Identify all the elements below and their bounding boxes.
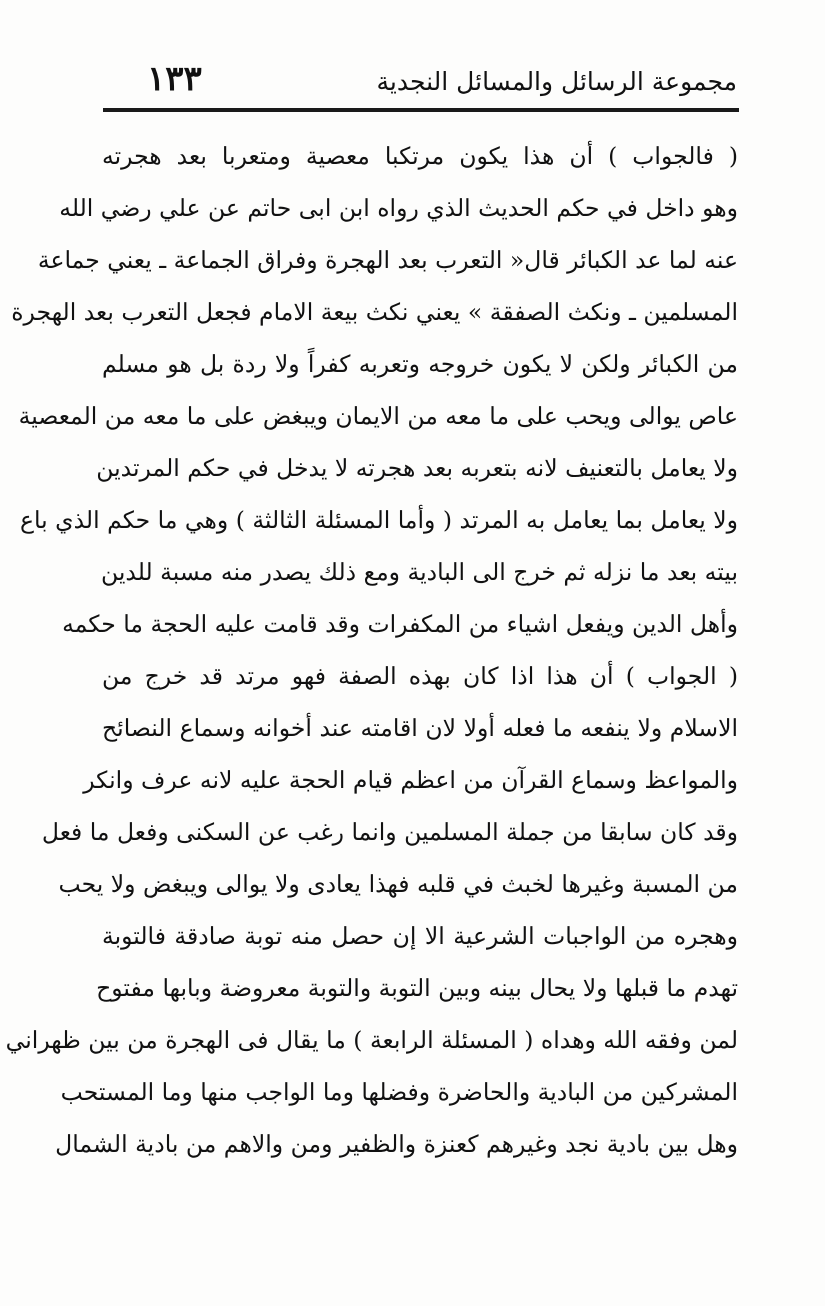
page-number: ١٣٣ bbox=[147, 59, 202, 99]
header-divider bbox=[103, 108, 739, 112]
text-line: عنه لما عد الكبائر قال« التعرب بعد الهجرة وفراق الجماعة ـ يعني جماعة bbox=[37, 246, 738, 274]
text-line: من الكبائر ولكن لا يكون خروجه وتعربه كفراً ولا ردة بل هو مسلم bbox=[102, 350, 738, 378]
text-line: عاص يوالى ويحب على ما معه من الايمان ويبغض على ما معه من المعصية bbox=[18, 402, 738, 430]
text-line: ولا يعامل بالتعنيف لانه بتعربه بعد هجرته لا يدخل في حكم المرتدين bbox=[96, 454, 738, 482]
text-line: من المسبة وغيرها لخبث في قلبه فهذا يعادى ولا يوالى ويبغض ولا يحب bbox=[58, 870, 738, 898]
body-text bbox=[5, 130, 738, 1170]
text-line: لمن وفقه الله وهداه ( المسئلة الرابعة ) ما يقال فى الهجرة من بين ظهراني bbox=[5, 1026, 738, 1054]
text-line: والمواعظ وسماع القرآن من اعظم قيام الحجة عليه لانه عرف وانكر bbox=[83, 766, 738, 794]
text-line: ( الجواب ) أن هذا اذا كان بهذه الصفة فهو مرتد قد خرج من bbox=[102, 662, 738, 690]
text-line: المسلمين ـ ونكث الصفقة » يعني نكث بيعة الامام فجعل التعرب بعد الهجرة bbox=[11, 298, 738, 326]
text-line: المشركين من البادية والحاضرة وفضلها وما الواجب منها وما المستحب bbox=[60, 1078, 738, 1106]
text-line: ( فالجواب ) أن هذا يكون مرتكبا معصية ومتعربا بعد هجرته bbox=[102, 142, 738, 170]
text-line: بيته بعد ما نزله ثم خرج الى البادية ومع ذلك يصدر منه مسبة للدين bbox=[100, 558, 738, 586]
text-line: ولا يعامل بما يعامل به المرتد ( وأما المسئلة الثالثة ) وهي ما حكم الذي باع bbox=[19, 506, 738, 534]
text-line: وهل بين بادية نجد وغيرهم كعنزة والظفير ومن والاهم من بادية الشمال bbox=[55, 1130, 738, 1158]
text-line: تهدم ما قبلها ولا يحال بينه وبين التوبة والتوبة معروضة وبابها مفتوح bbox=[96, 974, 738, 1002]
text-line: الاسلام ولا ينفعه ما فعله أولا لان اقامته عند أخوانه وسماع النصائح bbox=[102, 714, 738, 742]
text-line: وهجره من الواجبات الشرعية الا إن حصل منه توبة صادقة فالتوبة bbox=[102, 922, 738, 950]
running-title: مجموعة الرسائل والمسائل النجدية bbox=[376, 67, 737, 96]
page-header bbox=[105, 58, 737, 106]
text-line: وقد كان سابقا من جملة المسلمين وانما رغب عن السكنى وفعل ما فعل bbox=[41, 818, 738, 846]
text-line: وهو داخل في حكم الحديث الذي رواه ابن ابى حاتم عن علي رضي الله bbox=[59, 194, 738, 222]
text-line: وأهل الدين ويفعل اشياء من المكفرات وقد قامت عليه الحجة ما حكمه bbox=[62, 610, 738, 638]
